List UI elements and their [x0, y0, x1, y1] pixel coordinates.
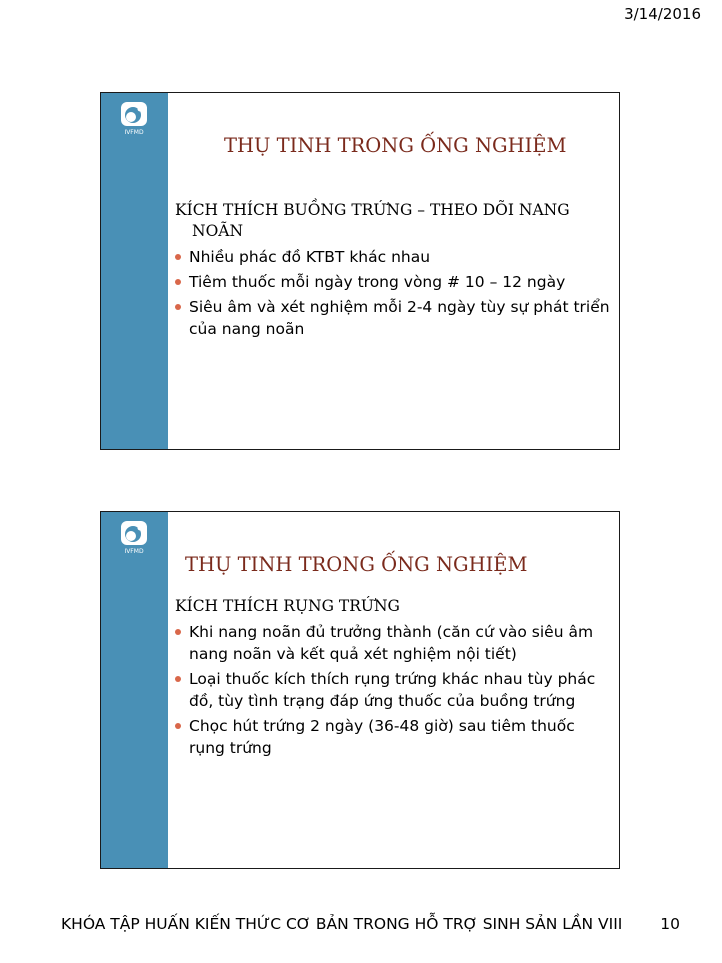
bullet-dot-icon — [175, 676, 181, 682]
bullet-item: Tiêm thuốc mỗi ngày trong vòng # 10 – 12 ngày — [175, 271, 611, 293]
bullet-list — [175, 246, 611, 343]
ivfmd-logo-icon — [120, 520, 148, 556]
slide-subheading: KÍCH THÍCH RỤNG TRỨNG — [175, 597, 400, 615]
bullet-item: Siêu âm và xét nghiệm mỗi 2-4 ngày tùy sự phát triển của nang noãn — [175, 296, 611, 340]
bullet-item: Khi nang noãn đủ trưởng thành (căn cứ vào siêu âm nang noãn và kết quả xét nghiệm nội tiết) — [175, 621, 611, 665]
slide-title: THỤ TINH TRONG ỐNG NGHIỆM — [224, 134, 567, 157]
bullet-dot-icon — [175, 279, 181, 285]
svg-text:IVFMD: IVFMD — [124, 548, 144, 555]
slide-sidebar — [101, 93, 168, 449]
page-date: 3/14/2016 — [624, 5, 701, 23]
footer-course-title: KHÓA TẬP HUẤN KIẾN THỨC CƠ BẢN TRONG HỖ TRỢ SINH SẢN LẦN VIII — [61, 915, 623, 933]
slide-sidebar — [101, 512, 168, 868]
svg-text:IVFMD: IVFMD — [124, 129, 144, 136]
slide-title: THỤ TINH TRONG ỐNG NGHIỆM — [185, 553, 528, 576]
ivfmd-logo-icon — [120, 101, 148, 137]
subheading-line-1: KÍCH THÍCH BUỒNG TRỨNG – THEO DÕI NANG — [175, 201, 570, 219]
bullet-dot-icon — [175, 254, 181, 260]
slide-2 — [100, 511, 620, 869]
slide-1 — [100, 92, 620, 450]
bullet-dot-icon — [175, 629, 181, 635]
slide-subheading — [175, 200, 605, 242]
bullet-dot-icon — [175, 304, 181, 310]
subheading-line-2: NOÃN — [192, 222, 244, 240]
bullet-dot-icon — [175, 723, 181, 729]
bullet-item: Loại thuốc kích thích rụng trứng khác nhau tùy phác đồ, tùy tình trạng đáp ứng thuốc của buồng trứng — [175, 668, 611, 712]
page-number: 10 — [660, 915, 680, 933]
bullet-item: Chọc hút trứng 2 ngày (36-48 giờ) sau tiêm thuốc rụng trứng — [175, 715, 611, 759]
bullet-item: Nhiều phác đồ KTBT khác nhau — [175, 246, 611, 268]
bullet-list — [175, 621, 611, 762]
